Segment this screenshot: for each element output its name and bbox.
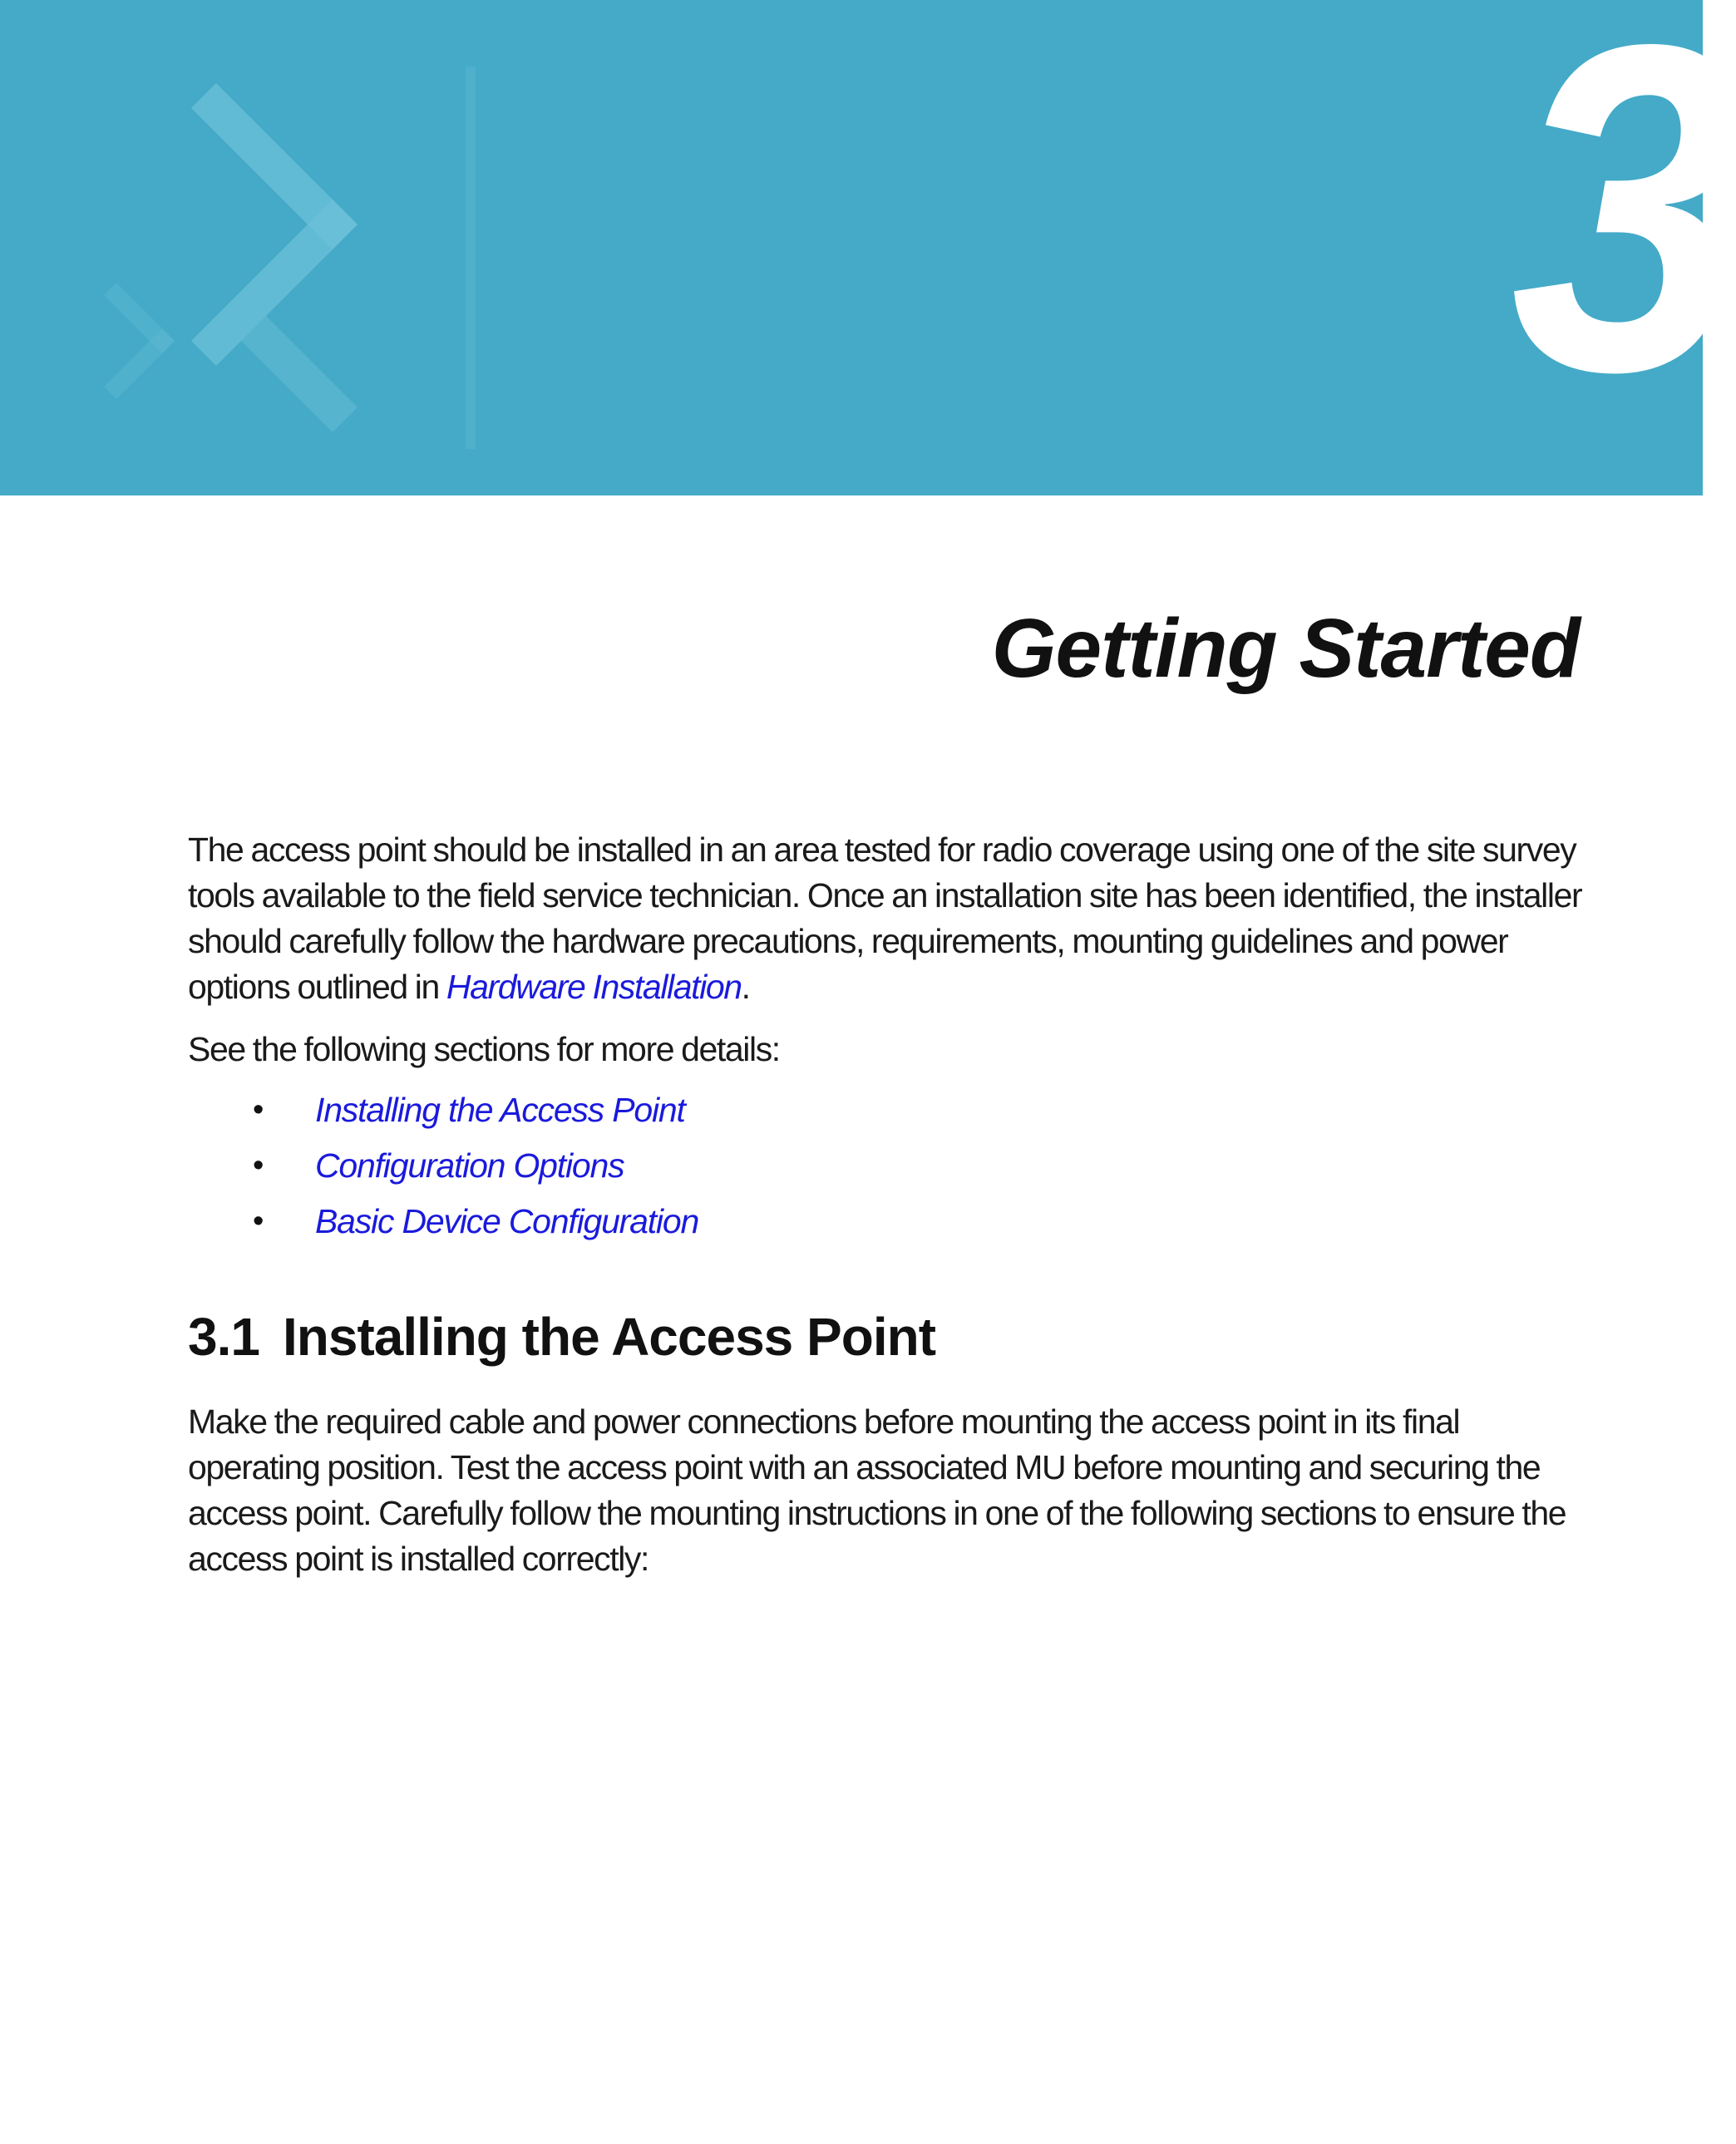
chapter-banner bbox=[0, 0, 1736, 495]
section-number: 3.1 bbox=[188, 1307, 259, 1367]
hardware-installation-link[interactable]: Hardware Installation bbox=[446, 968, 742, 1006]
configuration-options-link[interactable]: Configuration Options bbox=[315, 1146, 624, 1185]
bullet-icon: • bbox=[253, 1204, 264, 1239]
intro-paragraph bbox=[188, 827, 1585, 1010]
intro-text-end: . bbox=[741, 968, 750, 1006]
see-following-text: See the following sections for more details: bbox=[188, 1030, 780, 1068]
bullet-icon: • bbox=[253, 1092, 264, 1127]
chapter-number: 3 bbox=[1510, 0, 1736, 468]
page-content bbox=[188, 827, 1585, 1582]
installing-access-point-link[interactable]: Installing the Access Point bbox=[315, 1091, 685, 1129]
list-item bbox=[188, 1138, 1585, 1194]
basic-device-configuration-link[interactable]: Basic Device Configuration bbox=[315, 1202, 699, 1240]
list-item bbox=[188, 1194, 1585, 1249]
sections-list bbox=[188, 1082, 1585, 1249]
section-body: Make the required cable and power connections before mounting the access point in its final operating position. Test the access point with an associated MU before mounting and securing the access point. Carefully follow the mounting instructions in one of the following sections to ensure the access point is installed correctly: bbox=[188, 1402, 1566, 1578]
chapter-title: Getting Started bbox=[991, 602, 1580, 695]
section-heading bbox=[188, 1304, 1585, 1369]
intro-text: The access point should be installed in an area tested for radio coverage using one of the site survey tools available to the field service technician. Once an installation site has been identified, the installer should carefully follow the hardware precautions, requirements, mounting guidelines and power options outlined in bbox=[188, 830, 1582, 1006]
chevron-logo-icon bbox=[83, 33, 515, 466]
bullet-icon: • bbox=[253, 1148, 264, 1183]
section-title: Installing the Access Point bbox=[282, 1307, 935, 1367]
list-item bbox=[188, 1082, 1585, 1138]
